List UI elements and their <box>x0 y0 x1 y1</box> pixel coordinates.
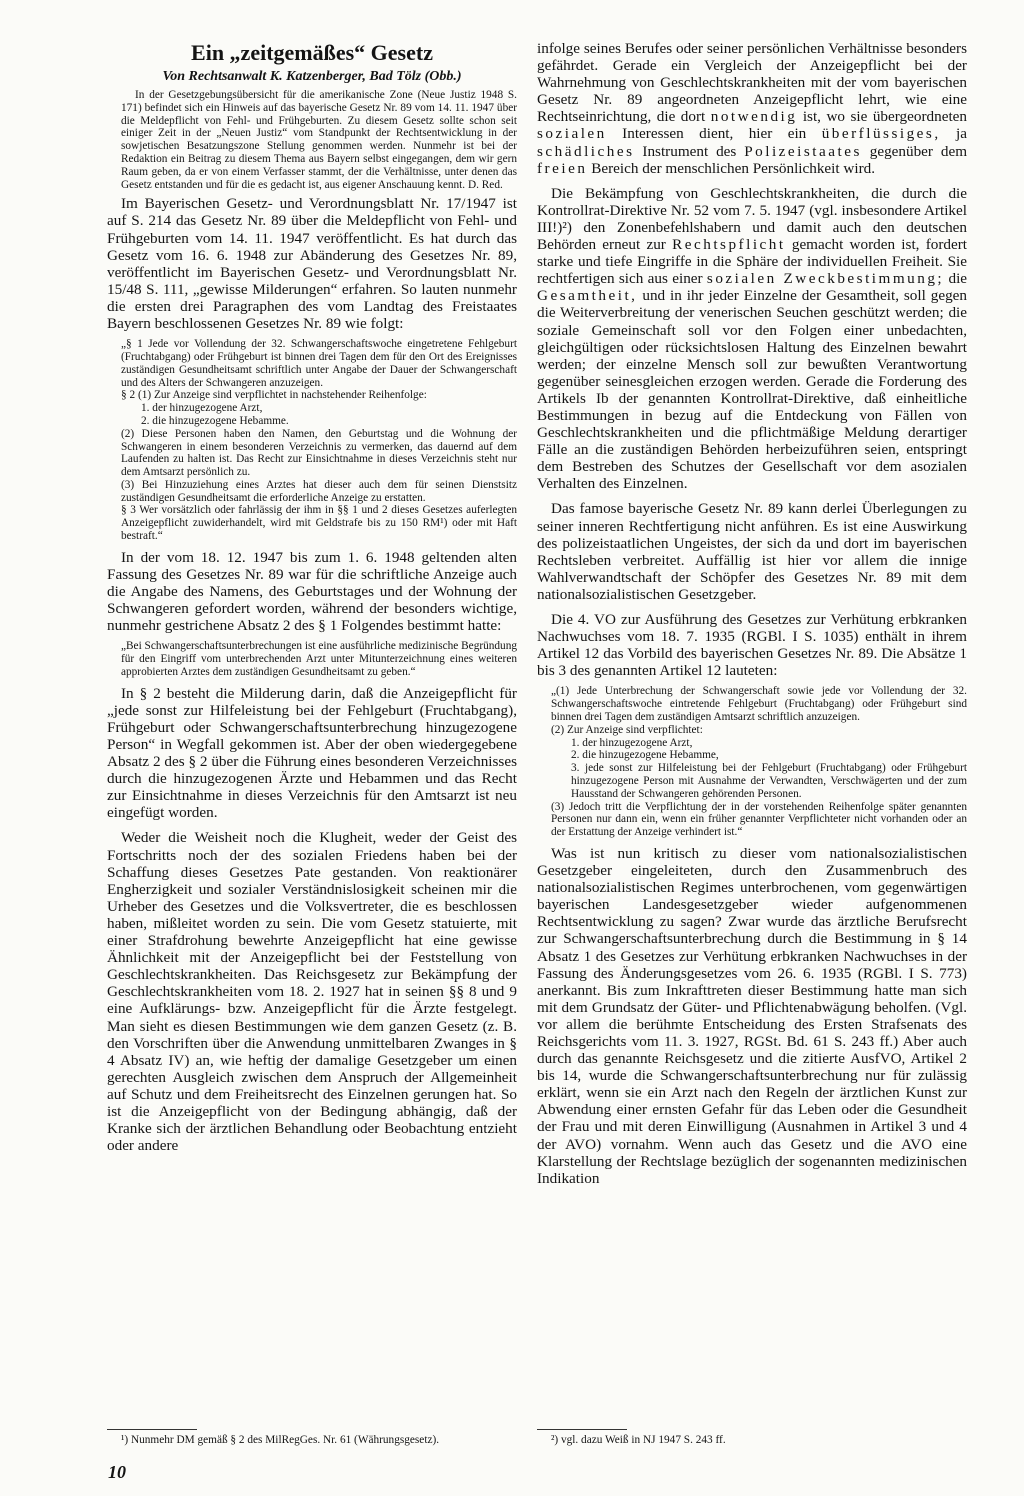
law-quote: 3. jede sonst zur Hilfeleistung bei der Fehlgeburt (Fruchtabgang) oder Frühgeburt hinzugezogene Person mit Ausnahme der Verwandten, Verschwägerten und der zum Hausstand der Schwangeren gehörenden Personen. <box>571 762 967 800</box>
footnote-rule <box>537 1429 627 1430</box>
law-quote: 2. die hinzugezogene Hebamme. <box>141 414 289 427</box>
paragraph: Was ist nun kritisch zu dieser vom nationalsozialistischen Gesetzgeber eingeleiteten, durch den Zusammenbruch des nationalsozialistischen Regimes unterbrochenen, vom gegenwärtigen bayerischen Landesgesetzgeber wieder aufgenommenen Rechtsentwicklung zu sagen? Zwar wurde das ärztliche Berufsrecht zur Schwangerschaftsunterbrechung durch die Bestimmung in § 14 Absatz 1 des Gesetzes zur Verhütung erbkranken Nachwuchses in der Fassung des Änderungsgesetzes vom 26. 6. 1935 (RGBl. I S. 773) anerkannt. Bis zum Inkrafttreten dieser Bestimmung hatte man sich mit dem Grundsatz der Güter- und Pflichtenabwägung beholfen. (Vgl. vor allem die berühmte Entscheidung des Ersten Strafsenats des Reichsgerichts vom 11. 3. 1927, RGSt. Bd. 61 S. 243 ff.) Aber auch durch das genannte Reichsgesetz und die zitierte AusfVO, Artikel 2 bis 14, wurde die Schwangerschaftsunterbrechung nur für zulässig erklärt, wenn sie ein Arzt nach den Regeln der ärztlichen Kunst zur Abwendung einer ernsten Gefahr für das Leben oder die Gesundheit der Frau und mit deren Einwilligung (Ausnahmen in Artikel 3 und 4 der AVO) vornahm. Wenn auch das Gesetz und die AVO eine Klarstellung der Rechtslage bezüglich der sogenannten medizinischen Indikation <box>537 844 967 1187</box>
emphasis: freien <box>537 159 588 177</box>
law-quote: 2. die hinzugezogene Hebamme, <box>571 749 719 762</box>
article-byline: Von Rechtsanwalt K. Katzenberger, Bad Tölz (Obb.) <box>162 69 462 84</box>
law-quote: (3) Jedoch tritt die Verpflichtung der in der vorstehenden Reihenfolge später genannten Personen nur dann ein, wenn ein früher genannter Verpflichteter nicht vorhanden oder an der Erstattung der Anzeige verhindert ist.“ <box>551 800 967 839</box>
footnote-1: ¹) Nunmehr DM gemäß § 2 des MilRegGes. Nr. 61 (Währungsgesetz). <box>121 1434 440 1446</box>
paragraph: Das famose bayerische Gesetz Nr. 89 kann derlei Überlegungen zu seiner inneren Rechtfertigung nicht anführen. Es ist eine Auswirkung des polizeistaatlichen Ungeistes, der sich da und dort im bayerischen Rechtsleben verbreitet. Auffällig ist hier vor allem die innige Wahlverwandtschaft der Schöpfer des Gesetzes Nr. 89 mit dem nationalsozialistischen Gesetzgeber. <box>537 500 967 603</box>
emphasis: notwendig <box>710 108 798 126</box>
paragraph: Die Bekämpfung von Geschlechtskrankheiten, die durch die Kontrollrat-Direktive Nr. 52 vom 7. 5. 1947 (vgl. insbesondere Artikel III!)²) den Zonenbefehlshabern und damit auch den deutschen Behörden erneut zur Rechtspflicht gemacht worden ist, fordert starke und tiefe Eingriffe in die Sphäre der individuellen Freiheit. Sie rechtfertigen sich aus einer sozialen Zweckbestimmung; die Gesamtheit, und in ihr jeder Einzelne der Gesamtheit, soll gegen die Weiterverbreitung der venerischen Seuchen geschützt werden; die soziale Gemeinschaft soll vor den Folgen einer unbedachten, gleichgültigen oder rücksichtslosen Haltung des Einzelnen bewahrt werden; der einzelne Mensch soll zur bewußten Verantwortung gegenüber seinesgleichen erzogen werden. Gerade die Forderung des Artikels Ib der genannten Kontrollrat-Direktive, daß einheitliche Bestimmungen in bezug auf die Entdeckung von Fällen von Geschlechtskrankheiten und die pflichtmäßige Meldung derartiger Fälle an die zuständigen Behörden herbeizuführen seien, entspringt dem Bestreben des Schutzes der Gesellschaft vor dem asozialen Verhalten des Einzelnen. <box>537 184 967 493</box>
page-number: 10 <box>108 1462 126 1482</box>
left-column <box>107 40 517 1425</box>
law-quote: (2) Diese Personen haben den Namen, den Geburtstag und die Wohnung der Schwangeren in einem besonderen Verzeichnis zu vermerken, das dauernd auf dem Laufenden zu halten ist. Das Recht zur Einsichtnahme in dieses Verzeichnis steht nur dem Amtsarzt persönlich zu. <box>121 427 517 479</box>
paragraph: infolge seines Berufes oder seiner persönlichen Verhältnisse besonders gefährdet. Gerade ein Vergleich der Anzeigepflicht bei der Wahrnehmung von Geschlechtskrankheiten mit der vom bayerischen Gesetz Nr. 89 angeordneten Anzeigepflicht lehrt, wie eine Rechtseinrichtung, die dort notwendig ist, wo sie übergeordneten sozialen Interessen dient, hier ein überflüssiges, ja schädliches Instrument des Polizeistaates gegenüber dem freien Bereich der menschlichen Persönlichkeit wird. <box>537 40 967 177</box>
right-column <box>537 40 967 1425</box>
footnote-rule <box>107 1429 197 1430</box>
law-quote: (3) Bei Hinzuziehung eines Arztes hat dieser auch dem für seinen Dienstsitz zuständigen Gesundheitsamt die erforderliche Anzeige zu erstatten. <box>121 478 517 504</box>
law-quote: (2) Zur Anzeige sind verpflichtet: <box>551 723 703 736</box>
law-quote: § 2 (1) Zur Anzeige sind verpflichtet in nachstehender Reihenfolge: <box>121 389 427 402</box>
paragraph: Im Bayerischen Gesetz- und Verordnungsblatt Nr. 17/1947 ist auf S. 214 das Gesetz Nr. 89 über die Meldepflicht von Fehl- und Frühgeburten vom 14. 11. 1947 veröffentlicht. Es hat durch das Gesetz vom 16. 6. 1948 zur Abänderung des Gesetzes Nr. 89, veröffentlicht im Bayerischen Gesetz- und Verordnungsblatt Nr. 15/48 S. 111, „gewisse Milderungen“ erfahren. So lauten nunmehr die ersten drei Paragraphen des vom Landtag des Freistaates Bayern beschlossenen Gesetzes Nr. 89 wie folgt: <box>107 195 517 333</box>
footnote-2: ²) vgl. dazu Weiß in NJ 1947 S. 243 ff. <box>551 1434 726 1446</box>
law-quote: 1. der hinzugezogene Arzt, <box>571 736 693 749</box>
law-quote: 1. der hinzugezogene Arzt, <box>141 402 263 415</box>
article-title: Ein „zeitgemäßes“ Gesetz <box>191 40 433 65</box>
emphasis: Gesamtheit, <box>537 287 638 305</box>
law-quote: „Bei Schwangerschaftsunterbrechungen ist eine ausführliche medizinische Begründung für den Eingriff vom unterbrechenden Arzt unter Mitunterzeichnung eines weiteren approbierten Arztes dem zuständigen Gesundheitsamt zu geben.“ <box>121 640 517 678</box>
paragraph: Weder die Weisheit noch die Klugheit, weder der Geist des Fortschritts noch der des sozialen Friedens haben bei der Schaffung dieses Gesetzes Pate gestanden. Von reaktionärer Engherzigkeit und sozialer Verständnislosigkeit scheinen mir die Urheber des Gesetzes und die Volksvertreter, die es beschlossen haben, mißleitet worden zu sein. Die vom Gesetz statuierte, mit einer Strafdrohung bewehrte Anzeigepflicht hat eine gewisse Ähnlichkeit mit der Anzeigepflicht bei der Feststellung von Geschlechtskrankheiten. Das Reichsgesetz zur Bekämpfung der Geschlechtskrankheiten vom 18. 2. 1927 hat in seinen §§ 8 und 9 eine Aufklärungs- bzw. Anzeigepflicht für die Ärzte festgelegt. Man sieht es diesen Bestimmungen wie dem ganzen Gesetz (z. B. den Vorschriften über die Anwendung unmittelbaren Zwanges in § 4 Absatz IV) an, wie heftig der damalige Gesetzgeber um einen gerechten Ausgleich zwischen dem Anspruch der Allgemeinheit auf Schutz und dem Freiheitsrecht des Einzelnen gerungen hat. So ist die Anzeigepflicht von der Bedingung abhängig, daß der Kranke sich der ärztlichen Behandlung oder Beobachtung entzieht oder andere <box>107 829 517 1155</box>
law-quote: „(1) Jede Unterbrechung der Schwangerschaft sowie jede vor Vollendung der 32. Schwangerschaftswoche eintretende Fehlgeburt (Fruchtabgang) oder Frühgeburt sind binnen drei Tagen dem zuständigen Amtsarzt schriftlich anzuzeigen. <box>551 685 967 723</box>
law-quote: „§ 1 Jede vor Vollendung der 32. Schwangerschaftswoche eingetretene Fehlgeburt (Fruchtabgang) oder Frühgeburt ist binnen drei Tagen dem für den Ort des Ereignisses zuständigen Gesundheitsamt schriftlich unter Angabe der Dauer der Schwangerschaft und des Alters der Schwangeren anzuzeigen. <box>121 338 517 389</box>
paragraph: In § 2 besteht die Milderung darin, daß die Anzeigepflicht für „jede sonst zur Hilfeleistung bei der Fehlgeburt (Fruchtabgang), Frühgeburt oder Schwangerschaftsunterbrechung hinzugezogene Person“ in Wegfall gekommen ist. Aber der oben wiedergegebene Absatz 2 des § 2 über die Führung eines besonderen Verzeichnisses durch die hinzugezogenen Ärzte und Hebammen und das Recht zur Einsichtnahme in dieses Verzeichnis für den Amtsarzt ist neu eingefügt worden. <box>107 684 517 822</box>
editor-note: In der Gesetzgebungsübersicht für die amerikanische Zone (Neue Justiz 1948 S. 171) befindet sich ein Hinweis auf das bayerische Gesetz Nr. 89 vom 14. 11. 1947 über die Meldepflicht von Fehl- und Frühgeburten. Zu diesem Gesetz sollte schon seit einiger Zeit in der „Neuen Justiz“ vom Standpunkt der Rechtsentwicklung in der sowjetischen Besatzungszone Stellung genommen werden. Nunmehr ist bei der Redaktion ein Beitrag zu diesem Thema aus Bayern selbst eingegangen, dem wir gern Raum geben, da er von einem Verfasser stammt, der die Verhältnisse, unter denen das Gesetz entstanden und für die es gedacht ist, aus eigener Anschauung kennt. D. Red. <box>121 89 517 191</box>
paragraph: Die 4. VO zur Ausführung des Gesetzes zur Verhütung erbkranken Nachwuchses vom 18. 7. 1935 (RGBl. I S. 1035) enthält in ihrem Artikel 12 das Vorbild des bayerischen Gesetzes Nr. 89. Die Absätze 1 bis 3 des genannten Artikel 12 lauteten: <box>537 611 967 680</box>
emphasis: Polizeistaates <box>744 142 862 160</box>
emphasis: schädliches <box>537 142 635 160</box>
law-quote: § 3 Wer vorsätzlich oder fahrlässig der ihm in §§ 1 und 2 dieses Gesetzes auferlegten Anzeigepflicht zuwiderhandelt, wird mit Geldstrafe bis zu 150 RM¹) oder mit Haft bestraft.“ <box>121 504 517 543</box>
emphasis: sozialen Zweckbestimmung; <box>706 270 945 288</box>
paragraph: In der vom 18. 12. 1947 bis zum 1. 6. 1948 geltenden alten Fassung des Gesetzes Nr. 89 war für die schriftliche Anzeige auch die Angabe des Namens, des Geburtstages und der Wohnung der Schwangeren gefordert worden, während der besonders wichtige, nunmehr gestrichene Absatz 2 des § 1 Folgendes bestimmt hatte: <box>107 548 517 635</box>
emphasis: überflüssiges, <box>821 125 941 143</box>
emphasis: sozialen <box>537 125 607 143</box>
emphasis: Rechtspflicht <box>672 236 786 254</box>
